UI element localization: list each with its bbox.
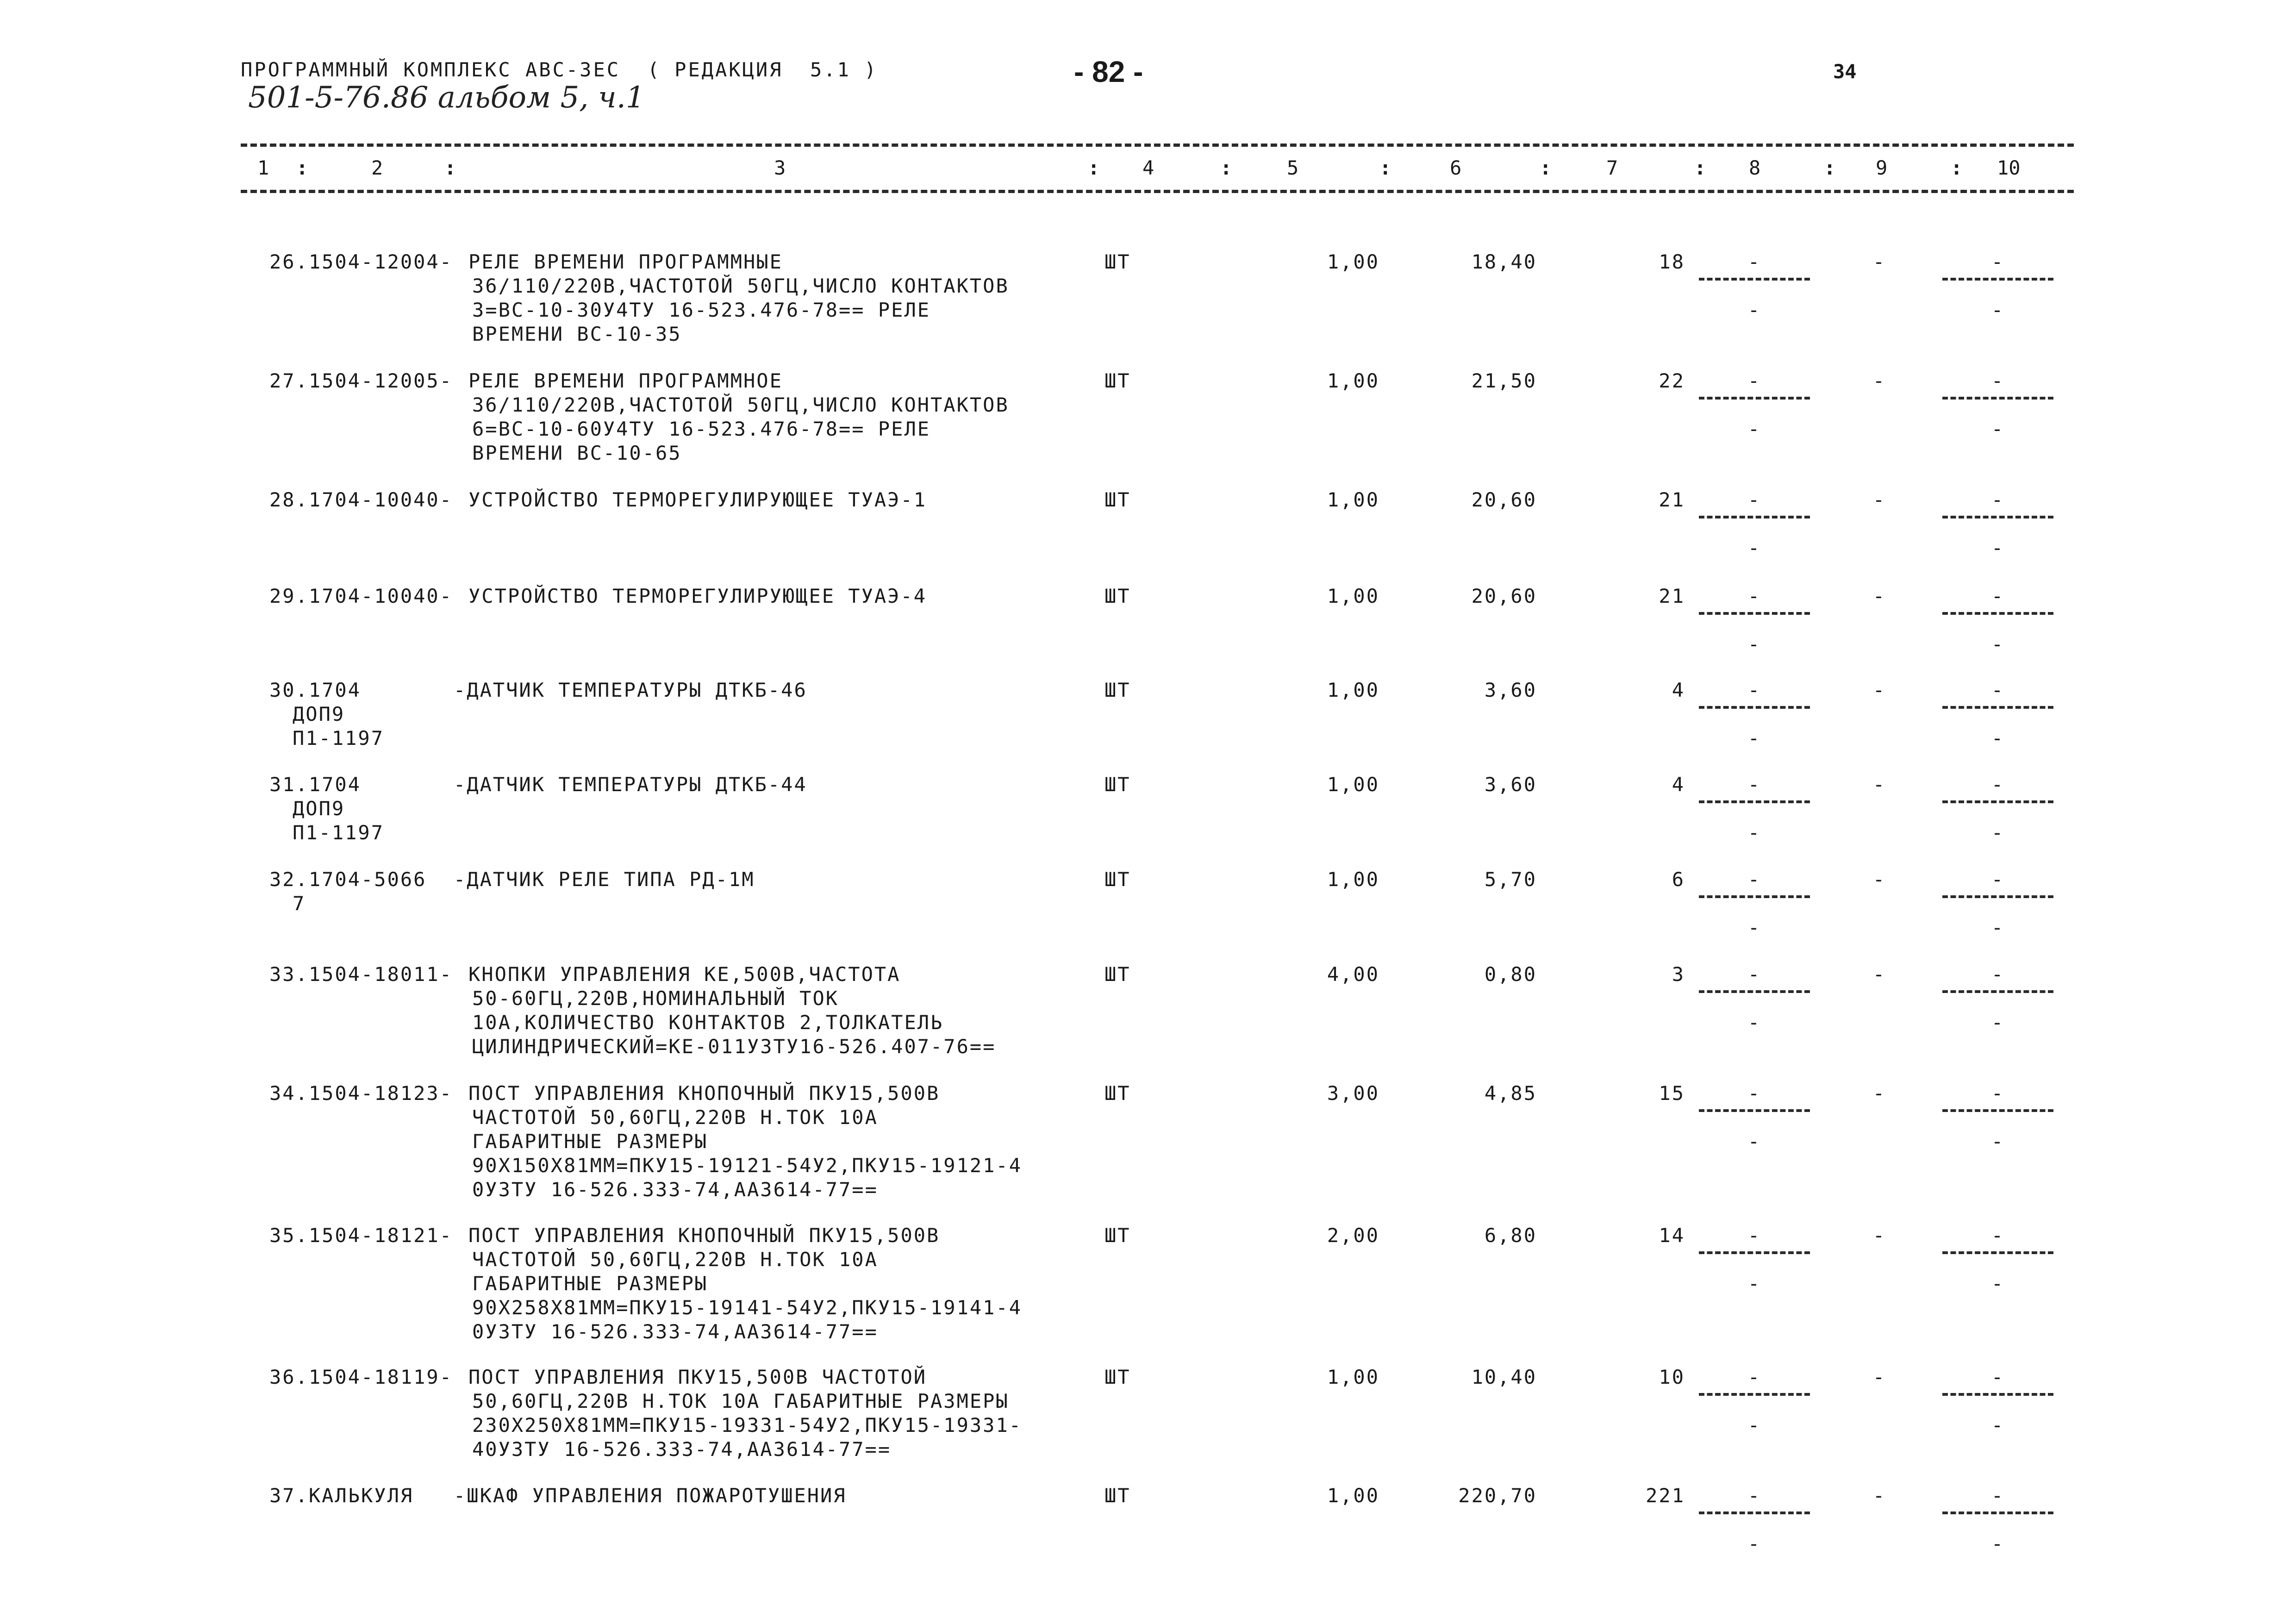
empty-cell-c9	[1824, 250, 1898, 324]
column-header-7: 7	[1606, 156, 1618, 179]
total: 21	[1659, 585, 1685, 607]
empty-cell-c8	[1699, 1365, 1810, 1439]
dash-value: -	[1991, 679, 2005, 701]
dash-divider	[1942, 1251, 2053, 1254]
dash-value: -	[1991, 963, 2005, 986]
dash-divider	[1699, 800, 1810, 803]
item-code: 32.1704-5066	[269, 868, 427, 891]
dash-divider	[1699, 612, 1810, 615]
item-code: 37.КАЛЬКУЛЯ	[269, 1484, 414, 1507]
unit-price: 3,60	[1484, 679, 1537, 701]
empty-cell-c10	[1942, 584, 2053, 658]
unit: ШТ	[1104, 585, 1131, 607]
dash-value: -	[1872, 773, 1886, 796]
dash-value: -	[1747, 1484, 1761, 1507]
item-description: 40УЗТУ 16-526.333-74,АА3614-77==	[472, 1438, 892, 1461]
column-separator: :	[1824, 156, 1836, 179]
dash-value: -	[1747, 727, 1761, 750]
empty-cell-c9	[1824, 678, 1898, 752]
item-code: 34.1504-18123-	[269, 1082, 453, 1105]
empty-cell-c8	[1699, 488, 1810, 562]
column-header-2: 2	[371, 156, 383, 179]
column-header-1: 1	[257, 156, 269, 179]
column-separator: :	[296, 156, 308, 179]
total: 22	[1659, 369, 1685, 392]
dash-divider	[1699, 1251, 1810, 1254]
unit-price: 20,60	[1471, 585, 1537, 607]
unit: ШТ	[1104, 1082, 1131, 1105]
dash-value: -	[1872, 963, 1886, 986]
item-code-extra: П1-1197	[293, 821, 385, 844]
quantity: 1,00	[1327, 679, 1379, 701]
unit: ШТ	[1104, 369, 1131, 392]
item-code-extra: ДОП9	[293, 797, 345, 820]
item-description: 0УЗТУ 16-526.333-74,АА3614-77==	[472, 1320, 878, 1343]
table-row	[0, 1224, 2296, 1362]
table-row	[0, 1484, 2296, 1623]
dash-value: -	[1747, 633, 1761, 656]
item-code: 33.1504-18011-	[269, 963, 453, 986]
dash-value: -	[1991, 250, 2005, 273]
quantity: 1,00	[1327, 773, 1379, 796]
dash-value: -	[1991, 916, 2005, 939]
item-code: 31.1704	[269, 773, 362, 796]
dash-value: -	[1747, 537, 1761, 559]
total: 10	[1659, 1366, 1685, 1388]
dash-divider	[1942, 1393, 2053, 1396]
empty-cell-c8	[1699, 250, 1810, 324]
item-code-extra: 7	[293, 892, 306, 915]
dash-value: -	[1991, 727, 2005, 750]
quantity: 1,00	[1327, 1484, 1379, 1507]
item-description: ЧАСТОТОЙ 50,60ГЦ,220В Н.ТОК 10А	[472, 1248, 878, 1271]
dash-value: -	[1991, 1082, 2005, 1105]
empty-cell-c9	[1824, 1081, 1898, 1156]
column-header-8: 8	[1749, 156, 1761, 179]
unit: ШТ	[1104, 963, 1131, 986]
total: 21	[1659, 488, 1685, 511]
column-header-3: 3	[774, 156, 786, 179]
item-description: ВРЕМЕНИ ВС-10-65	[472, 442, 682, 464]
unit: ШТ	[1104, 1366, 1131, 1388]
dash-value: -	[1872, 250, 1886, 273]
total: 4	[1672, 679, 1685, 701]
empty-cell-c9	[1824, 1484, 1898, 1558]
item-description: -ДАТЧИК ТЕМПЕРАТУРЫ ДТКБ-46	[454, 679, 807, 701]
dash-value: -	[1991, 585, 2005, 607]
dash-value: -	[1872, 679, 1886, 701]
empty-cell-c9	[1824, 868, 1898, 942]
item-description: УСТРОЙСТВО ТЕРМОРЕГУЛИРУЮЩЕЕ ТУАЭ-4	[468, 585, 927, 607]
dash-divider	[1699, 397, 1810, 400]
sheet-number: 34	[1833, 60, 1857, 83]
dash-divider	[1942, 397, 2053, 400]
total: 14	[1659, 1224, 1685, 1247]
dash-value: -	[1991, 1484, 2005, 1507]
item-description: РЕЛЕ ВРЕМЕНИ ПРОГРАММНОЕ	[468, 369, 783, 392]
empty-cell-c8	[1699, 1484, 1810, 1558]
handwritten-note: 501-5-76.86 альбом 5, ч.1	[248, 81, 645, 115]
quantity: 1,00	[1327, 369, 1379, 392]
dash-divider	[1699, 516, 1810, 518]
dash-divider	[1942, 800, 2053, 803]
column-header-9: 9	[1876, 156, 1888, 179]
empty-cell-c10	[1942, 1484, 2053, 1558]
dash-divider	[1942, 516, 2053, 518]
dash-value: -	[1991, 299, 2005, 321]
empty-cell-c10	[1942, 1081, 2053, 1156]
dash-value: -	[1747, 250, 1761, 273]
total: 4	[1672, 773, 1685, 796]
unit: ШТ	[1104, 250, 1131, 273]
empty-cell-c10	[1942, 868, 2053, 942]
dash-value: -	[1747, 1414, 1761, 1437]
empty-cell-c9	[1824, 773, 1898, 847]
dash-value: -	[1872, 488, 1886, 511]
dash-value: -	[1747, 773, 1761, 796]
dash-value: -	[1747, 1532, 1761, 1555]
item-description: ГАБАРИТНЫЕ РАЗМЕРЫ	[472, 1130, 708, 1153]
empty-cell-c8	[1699, 369, 1810, 443]
item-description: 50-60ГЦ,220В,НОМИНАЛЬНЫЙ ТОК	[472, 987, 839, 1010]
dash-value: -	[1991, 633, 2005, 656]
column-header-6: 6	[1450, 156, 1462, 179]
dash-divider	[1942, 706, 2053, 709]
quantity: 4,00	[1327, 963, 1379, 986]
total: 6	[1672, 868, 1685, 891]
empty-cell-c10	[1942, 488, 2053, 562]
dash-value: -	[1991, 369, 2005, 392]
unit-price: 0,80	[1484, 963, 1537, 986]
item-code: 30.1704	[269, 679, 362, 701]
quantity: 1,00	[1327, 868, 1379, 891]
empty-cell-c9	[1824, 1224, 1898, 1298]
item-description: РЕЛЕ ВРЕМЕНИ ПРОГРАММНЫЕ	[468, 250, 783, 273]
item-description: ГАБАРИТНЫЕ РАЗМЕРЫ	[472, 1272, 708, 1295]
dash-value: -	[1747, 299, 1761, 321]
empty-cell-c8	[1699, 962, 1810, 1037]
dash-divider	[1942, 1512, 2053, 1514]
column-separator: :	[1220, 156, 1232, 179]
item-description: ПОСТ УПРАВЛЕНИЯ КНОПОЧНЫЙ ПКУ15,500В	[468, 1224, 940, 1247]
dash-divider	[1942, 1109, 2053, 1112]
total: 3	[1672, 963, 1685, 986]
dash-value: -	[1747, 1224, 1761, 1247]
quantity: 3,00	[1327, 1082, 1379, 1105]
unit: ШТ	[1104, 868, 1131, 891]
column-separator: :	[1951, 156, 1963, 179]
item-description: 90Х150Х81ММ=ПКУ15-19121-54У2,ПКУ15-19121-4	[472, 1154, 1023, 1177]
table-row	[0, 1365, 2296, 1504]
empty-cell-c10	[1942, 250, 2053, 324]
empty-cell-c9	[1824, 584, 1898, 658]
item-description: ПОСТ УПРАВЛЕНИЯ ПКУ15,500В ЧАСТОТОЙ	[468, 1366, 927, 1388]
item-description: КНОПКИ УПРАВЛЕНИЯ КЕ,500В,ЧАСТОТА	[468, 963, 901, 986]
empty-cell-c9	[1824, 369, 1898, 443]
unit-price: 18,40	[1471, 250, 1537, 273]
unit-price: 5,70	[1484, 868, 1537, 891]
item-description: 10А,КОЛИЧЕСТВО КОНТАКТОВ 2,ТОЛКАТЕЛЬ	[472, 1011, 944, 1034]
unit-price: 20,60	[1471, 488, 1537, 511]
column-separator: :	[1540, 156, 1552, 179]
total: 15	[1659, 1082, 1685, 1105]
dash-value: -	[1991, 1532, 2005, 1555]
item-description: -ДАТЧИК РЕЛЕ ТИПА РД-1М	[454, 868, 755, 891]
unit-price: 3,60	[1484, 773, 1537, 796]
table-row	[0, 250, 2296, 389]
item-description: -ШКАФ УПРАВЛЕНИЯ ПОЖАРОТУШЕНИЯ	[454, 1484, 847, 1507]
dash-value: -	[1747, 963, 1761, 986]
column-separator: :	[444, 156, 456, 179]
empty-cell-c10	[1942, 369, 2053, 443]
dash-value: -	[1872, 1082, 1886, 1105]
item-code-extra: ДОП9	[293, 703, 345, 725]
empty-cell-c10	[1942, 962, 2053, 1037]
dash-value: -	[1747, 585, 1761, 607]
dash-value: -	[1747, 1011, 1761, 1034]
dash-value: -	[1747, 679, 1761, 701]
dash-divider	[1699, 1109, 1810, 1112]
table-row	[0, 962, 2296, 1101]
unit: ШТ	[1104, 679, 1131, 701]
dash-value: -	[1991, 537, 2005, 559]
empty-cell-c8	[1699, 868, 1810, 942]
empty-cell-c9	[1824, 488, 1898, 562]
dash-value: -	[1991, 1224, 2005, 1247]
dash-value: -	[1991, 1414, 2005, 1437]
dash-divider	[1699, 706, 1810, 709]
dash-value: -	[1747, 488, 1761, 511]
empty-cell-c10	[1942, 1224, 2053, 1298]
dash-value: -	[1991, 488, 2005, 511]
quantity: 1,00	[1327, 1366, 1379, 1388]
unit-price: 10,40	[1471, 1366, 1537, 1388]
dash-divider	[1699, 1393, 1810, 1396]
quantity: 1,00	[1327, 250, 1379, 273]
dash-value: -	[1991, 418, 2005, 440]
empty-cell-c8	[1699, 678, 1810, 752]
dash-value: -	[1872, 1224, 1886, 1247]
item-code-extra: П1-1197	[293, 727, 385, 750]
dash-value: -	[1872, 1484, 1886, 1507]
dash-value: -	[1747, 821, 1761, 844]
empty-cell-c8	[1699, 1224, 1810, 1298]
unit: ШТ	[1104, 1484, 1131, 1507]
item-description: 36/110/220В,ЧАСТОТОЙ 50ГЦ,ЧИСЛО КОНТАКТОВ	[472, 275, 1009, 297]
item-description: ПОСТ УПРАВЛЕНИЯ КНОПОЧНЫЙ ПКУ15,500В	[468, 1082, 940, 1105]
dash-divider	[1942, 612, 2053, 615]
item-code: 27.1504-12005-	[269, 369, 453, 392]
dash-value: -	[1747, 1366, 1761, 1388]
dash-value: -	[1991, 868, 2005, 891]
item-description: 50,60ГЦ,220В Н.ТОК 10А ГАБАРИТНЫЕ РАЗМЕРЫ	[472, 1390, 1009, 1412]
dash-value: -	[1747, 916, 1761, 939]
dash-value: -	[1991, 773, 2005, 796]
item-description: 6=ВС-10-60У4ТУ 16-523.476-78== РЕЛЕ	[472, 418, 931, 440]
column-header-10: 10	[1997, 156, 2021, 179]
total: 221	[1646, 1484, 1685, 1507]
dash-divider	[1942, 278, 2053, 281]
dash-value: -	[1747, 1272, 1761, 1295]
empty-cell-c10	[1942, 773, 2053, 847]
item-description: ВРЕМЕНИ ВС-10-35	[472, 323, 682, 345]
empty-cell-c8	[1699, 584, 1810, 658]
column-header-4: 4	[1142, 156, 1154, 179]
empty-cell-c10	[1942, 1365, 2053, 1439]
dash-divider	[1699, 1512, 1810, 1514]
empty-cell-c8	[1699, 1081, 1810, 1156]
dash-value: -	[1747, 1130, 1761, 1153]
table-row	[0, 369, 2296, 508]
item-code: 26.1504-12004-	[269, 250, 453, 273]
total: 18	[1659, 250, 1685, 273]
item-code: 36.1504-18119-	[269, 1366, 453, 1388]
dash-value: -	[1872, 868, 1886, 891]
empty-cell-c10	[1942, 678, 2053, 752]
dash-divider	[1942, 895, 2053, 898]
empty-cell-c9	[1824, 1365, 1898, 1439]
column-separator: :	[1379, 156, 1391, 179]
dash-value: -	[1747, 369, 1761, 392]
item-description: 90Х258Х81ММ=ПКУ15-19141-54У2,ПКУ15-19141-4	[472, 1296, 1023, 1319]
empty-cell-c8	[1699, 773, 1810, 847]
item-description: -ДАТЧИК ТЕМПЕРАТУРЫ ДТКБ-44	[454, 773, 807, 796]
dash-value: -	[1991, 1366, 2005, 1388]
item-code: 29.1704-10040-	[269, 585, 453, 607]
quantity: 2,00	[1327, 1224, 1379, 1247]
dash-value: -	[1872, 1366, 1886, 1388]
page-number: - 82 -	[1074, 55, 1143, 88]
quantity: 1,00	[1327, 585, 1379, 607]
dash-divider	[1699, 278, 1810, 281]
dash-value: -	[1747, 418, 1761, 440]
program-title: ПРОГРАММНЫЙ КОМПЛЕКС АВС-3ЕС ( РЕДАКЦИЯ 5.1 )	[241, 58, 878, 81]
item-code: 28.1704-10040-	[269, 488, 453, 511]
empty-cell-c9	[1824, 962, 1898, 1037]
quantity: 1,00	[1327, 488, 1379, 511]
dash-value: -	[1872, 369, 1886, 392]
dash-value: -	[1991, 1272, 2005, 1295]
column-separator: :	[1694, 156, 1706, 179]
unit-price: 21,50	[1471, 369, 1537, 392]
item-description: 3=ВС-10-30У4ТУ 16-523.476-78== РЕЛЕ	[472, 299, 931, 321]
column-header-5: 5	[1287, 156, 1299, 179]
dash-divider	[1699, 990, 1810, 993]
item-description: 0УЗТУ 16-526.333-74,АА3614-77==	[472, 1178, 878, 1201]
item-description: 230Х250Х81ММ=ПКУ15-19331-54У2,ПКУ15-19331-	[472, 1414, 1023, 1437]
dash-value: -	[1991, 1011, 2005, 1034]
table-row	[0, 1081, 2296, 1220]
unit: ШТ	[1104, 1224, 1131, 1247]
dash-value: -	[1991, 1130, 2005, 1153]
dash-value: -	[1747, 868, 1761, 891]
dash-divider	[1699, 895, 1810, 898]
column-separator: :	[1088, 156, 1100, 179]
dash-value: -	[1991, 821, 2005, 844]
item-description: ЦИЛИНДРИЧЕСКИЙ=КЕ-011УЗТУ16-526.407-76==	[472, 1035, 996, 1058]
unit-price: 6,80	[1484, 1224, 1537, 1247]
item-description: 36/110/220В,ЧАСТОТОЙ 50ГЦ,ЧИСЛО КОНТАКТОВ	[472, 394, 1009, 416]
unit-price: 220,70	[1458, 1484, 1537, 1507]
unit: ШТ	[1104, 773, 1131, 796]
dash-divider	[1942, 990, 2053, 993]
item-description: ЧАСТОТОЙ 50,60ГЦ,220В Н.ТОК 10А	[472, 1106, 878, 1129]
item-description: УСТРОЙСТВО ТЕРМОРЕГУЛИРУЮЩЕЕ ТУАЭ-1	[468, 488, 927, 511]
item-code: 35.1504-18121-	[269, 1224, 453, 1247]
dash-value: -	[1872, 585, 1886, 607]
unit: ШТ	[1104, 488, 1131, 511]
dash-value: -	[1747, 1082, 1761, 1105]
unit-price: 4,85	[1484, 1082, 1537, 1105]
